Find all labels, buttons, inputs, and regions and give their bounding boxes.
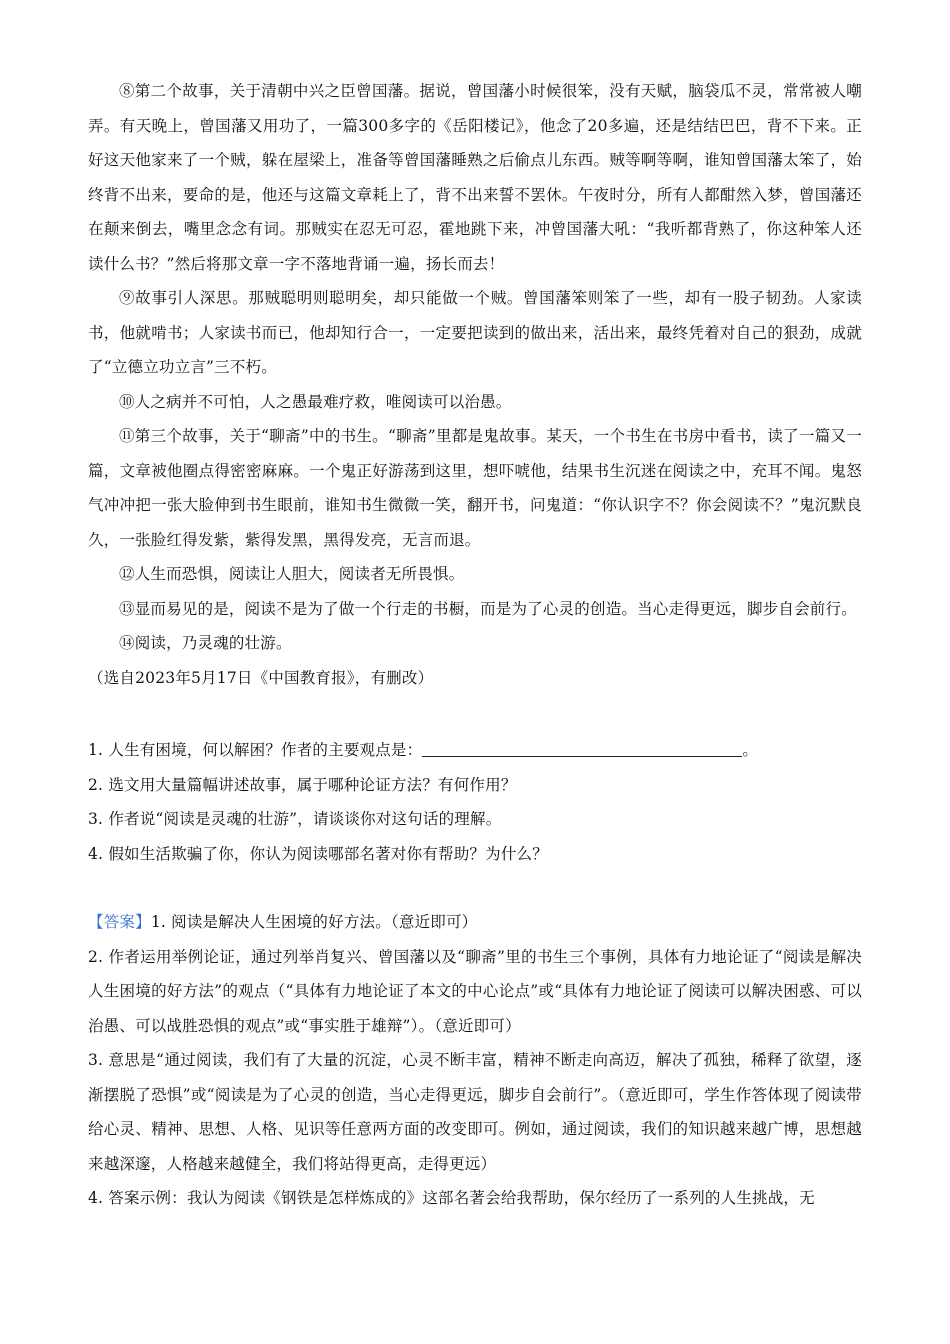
question-1-end: 。: [742, 741, 759, 759]
paragraph-8: ⑧第二个故事，关于清朝中兴之臣曾国藩。据说，曾国藩小时候很笨，没有天赋，脑袋瓜不灵，常常被人嘲弄。有天晚上，曾国藩又用功了，一篇300多字的《岳阳楼记》，他念了20多遍，还是结结巴巴，背不下来。正好这天他家来了一个贼，躲在屋梁上，准备等曾国藩睡熟之后偷点儿东西。贼等啊等啊，谁知曾国藩太笨了，始终背不出来，要命的是，他还与这篇文章耗上了，背不出来誓不罢休。午夜时分，所有人都酣然入梦，曾国藩还在颠来倒去，嘴里念念有词。那贼实在忍无可忍，霍地跳下来，冲曾国藩大吼：“我听都背熟了，你这种笨人还读什么书？”然后将那文章一字不落地背诵一遍，扬长而去！: [88, 82, 862, 273]
paragraph-12: ⑫人生而恐惧，阅读让人胆大，阅读者无所畏惧。: [119, 565, 465, 583]
answer-tag: 【答案】: [88, 913, 151, 931]
answer-1: [88, 905, 862, 940]
paragraph-9: ⑨故事引人深思。那贼聪明则聪明矣，却只能做一个贼。曾国藩笨则笨了一些，却有一股子韧劲。人家读书，他就啃书；人家读书而已，他却知行合一，一定要把读到的做出来，活出来，最终凭着对自己的狠劲，成就了“立德立功立言”三不朽。: [88, 289, 862, 376]
answer-3: 3. 意思是“通过阅读，我们有了大量的沉淀，心灵不断丰富，精神不断走向高迈，解决了孤独，稀释了欲望，逐渐摆脱了恐惧”或“阅读是为了心灵的创造，当心走得更远，脚步自会前行”。（意近即可，学生作答体现了阅读带给心灵、精神、思想、人格、见识等任意两方面的改变即可。例如，通过阅读，我们的知识越来越广博，思想越来越深邃，人格越来越健全，我们将站得更高，走得更远）: [88, 1051, 862, 1173]
question-1: [88, 733, 862, 768]
question-list: [88, 733, 862, 871]
question-2: 2. 选文用大量篇幅讲述故事，属于哪种论证方法？有何作用？: [88, 775, 517, 794]
answer-4: 4. 答案示例：我认为阅读《钢铁是怎样炼成的》这部名著会给我帮助，保尔经历了一系列的人生挑战，无: [88, 1189, 815, 1207]
question-1-text: 1. 人生有困境，何以解困？作者的主要观点是：: [88, 741, 423, 759]
paragraph-11: ⑪第三个故事，关于“聊斋”中的书生。“聊斋”里都是鬼故事。某天，一个书生在书房中看书，读了一篇又一篇，文章被他圈点得密密麻麻。一个鬼正好游荡到这里，想吓唬他，结果书生沉迷在阅读之中，充耳不闻。鬼怒气冲冲把一张大脸伸到书生眼前，谁知书生微微一笑，翻开书，问鬼道：“你认识字不？你会阅读不？”鬼沉默良久，一张脸红得发紫，紫得发黑，黑得发亮，无言而退。: [88, 427, 862, 549]
question-4: 4. 假如生活欺骗了你，你认为阅读哪部名著对你有帮助？为什么？: [88, 844, 548, 863]
answer-1-text: 1. 阅读是解决人生困境的好方法。（意近即可）: [150, 913, 478, 931]
answer-section: [88, 905, 862, 1216]
question-3: 3. 作者说“阅读是灵魂的壮游”，请谈谈你对这句话的理解。: [88, 810, 502, 828]
answer-2: 2. 作者运用举例论证，通过列举肖复兴、曾国藩以及“聊斋”里的书生三个事例，具体有力地论证了“阅读是解决人生困境的好方法”的观点（“具体有力地论证了本文的中心论点”或“具体有力地论证了阅读可以解决困惑、可以治愚、可以战胜恐惧的观点”或“事实胜于雄辩”）。（意近即可）: [88, 947, 862, 1035]
paragraph-13: ⑬显而易见的是，阅读不是为了做一个行走的书橱，而是为了心灵的创造。当心走得更远，脚步自会前行。: [119, 599, 857, 618]
reading-passage: [88, 74, 862, 695]
paragraph-14: ⑭阅读，乃灵魂的壮游。: [119, 634, 292, 652]
paragraph-10: ⑩人之病并不可怕，人之愚最难疗救，唯阅读可以治愚。: [119, 392, 512, 411]
answer-blank-line[interactable]: [422, 738, 742, 757]
source-citation: （选自2023年5月17日《中国教育报》，有删改）: [88, 668, 434, 687]
